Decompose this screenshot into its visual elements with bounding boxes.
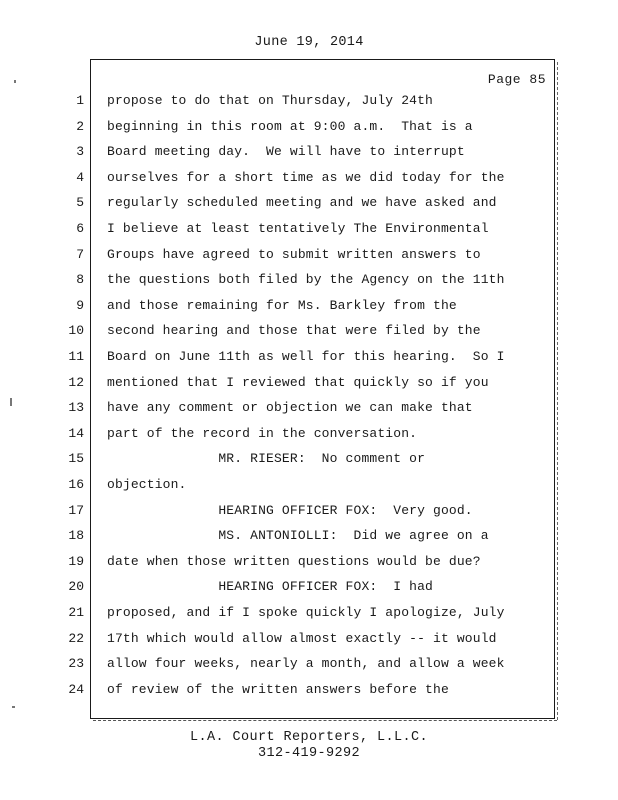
line-number: 19 [68,553,84,569]
line-number: 4 [76,169,84,185]
line-number: 7 [76,246,84,262]
transcript-line: HEARING OFFICER FOX: I had [107,579,434,595]
transcript-line: Board meeting day. We will have to interrupt [107,144,465,160]
frame-right-edge [557,62,558,720]
transcript-line: Groups have agreed to submit written answers to [107,246,481,262]
transcript-line: mentioned that I reviewed that quickly so if you [107,374,489,390]
footer-phone: 312-419-9292 [257,746,361,761]
line-number: 12 [68,374,84,390]
frame-bottom-edge [93,720,557,721]
scan-speck [12,706,15,708]
page-date-header: June 19, 2014 [254,35,364,50]
line-number: 15 [68,451,84,467]
line-number: 5 [76,195,84,211]
line-number: 8 [76,272,84,288]
transcript-line: and those remaining for Ms. Barkley from the [107,297,457,313]
line-number: 2 [76,118,84,134]
line-number: 1 [76,93,84,108]
transcript-line: proposed, and if I spoke quickly I apologize, July [107,605,505,620]
transcript-line: propose to do that on Thursday, July 24th [107,93,434,108]
transcript-line: Board on June 11th as well for this hearing. So I [107,349,505,364]
line-number: 11 [68,349,84,364]
transcript-line: regularly scheduled meeting and we have asked and [107,195,497,211]
transcript-line: MS. ANTONIOLLI: Did we agree on a [107,528,489,544]
line-number: 13 [68,400,84,416]
transcript-line: second hearing and those that were filed by the [107,323,481,339]
transcript-line: allow four weeks, nearly a month, and allow a week [107,656,505,672]
transcript-line: the questions both filed by the Agency on the 11th [107,272,505,288]
transcript-line: of review of the written answers before the [107,681,449,697]
line-number: 10 [68,323,84,339]
transcript-line: MR. RIESER: No comment or [107,451,426,467]
line-number: 6 [76,221,84,236]
transcript-line: have any comment or objection we can make that [107,400,473,416]
transcript-line: date when those written questions would be due? [107,553,481,569]
line-number: 18 [68,528,84,544]
transcript-line: I believe at least tentatively The Environmental [107,221,489,236]
transcript-line: part of the record in the conversation. [107,425,418,441]
line-number: 9 [76,297,84,313]
transcript-line: ourselves for a short time as we did today for the [107,169,505,185]
line-number: 23 [68,656,84,672]
line-number: 16 [68,477,84,492]
transcript-line: beginning in this room at 9:00 a.m. That is a [107,118,473,134]
footer-company: L.A. Court Reporters, L.L.C. [189,730,429,745]
transcript-line: objection. [107,477,187,492]
line-number: 14 [68,425,84,441]
scan-speck [14,80,16,83]
transcript-line: 17th which would allow almost exactly -- it would [107,630,497,646]
line-number: 17 [68,502,84,518]
transcript-line: HEARING OFFICER FOX: Very good. [107,502,473,518]
scan-speck [10,398,12,406]
page-number-label: Page 85 [487,72,546,87]
line-number: 24 [68,681,84,697]
line-number: 22 [68,630,84,646]
line-number: 3 [76,144,84,160]
line-number: 21 [68,605,84,620]
line-number: 20 [68,579,84,595]
